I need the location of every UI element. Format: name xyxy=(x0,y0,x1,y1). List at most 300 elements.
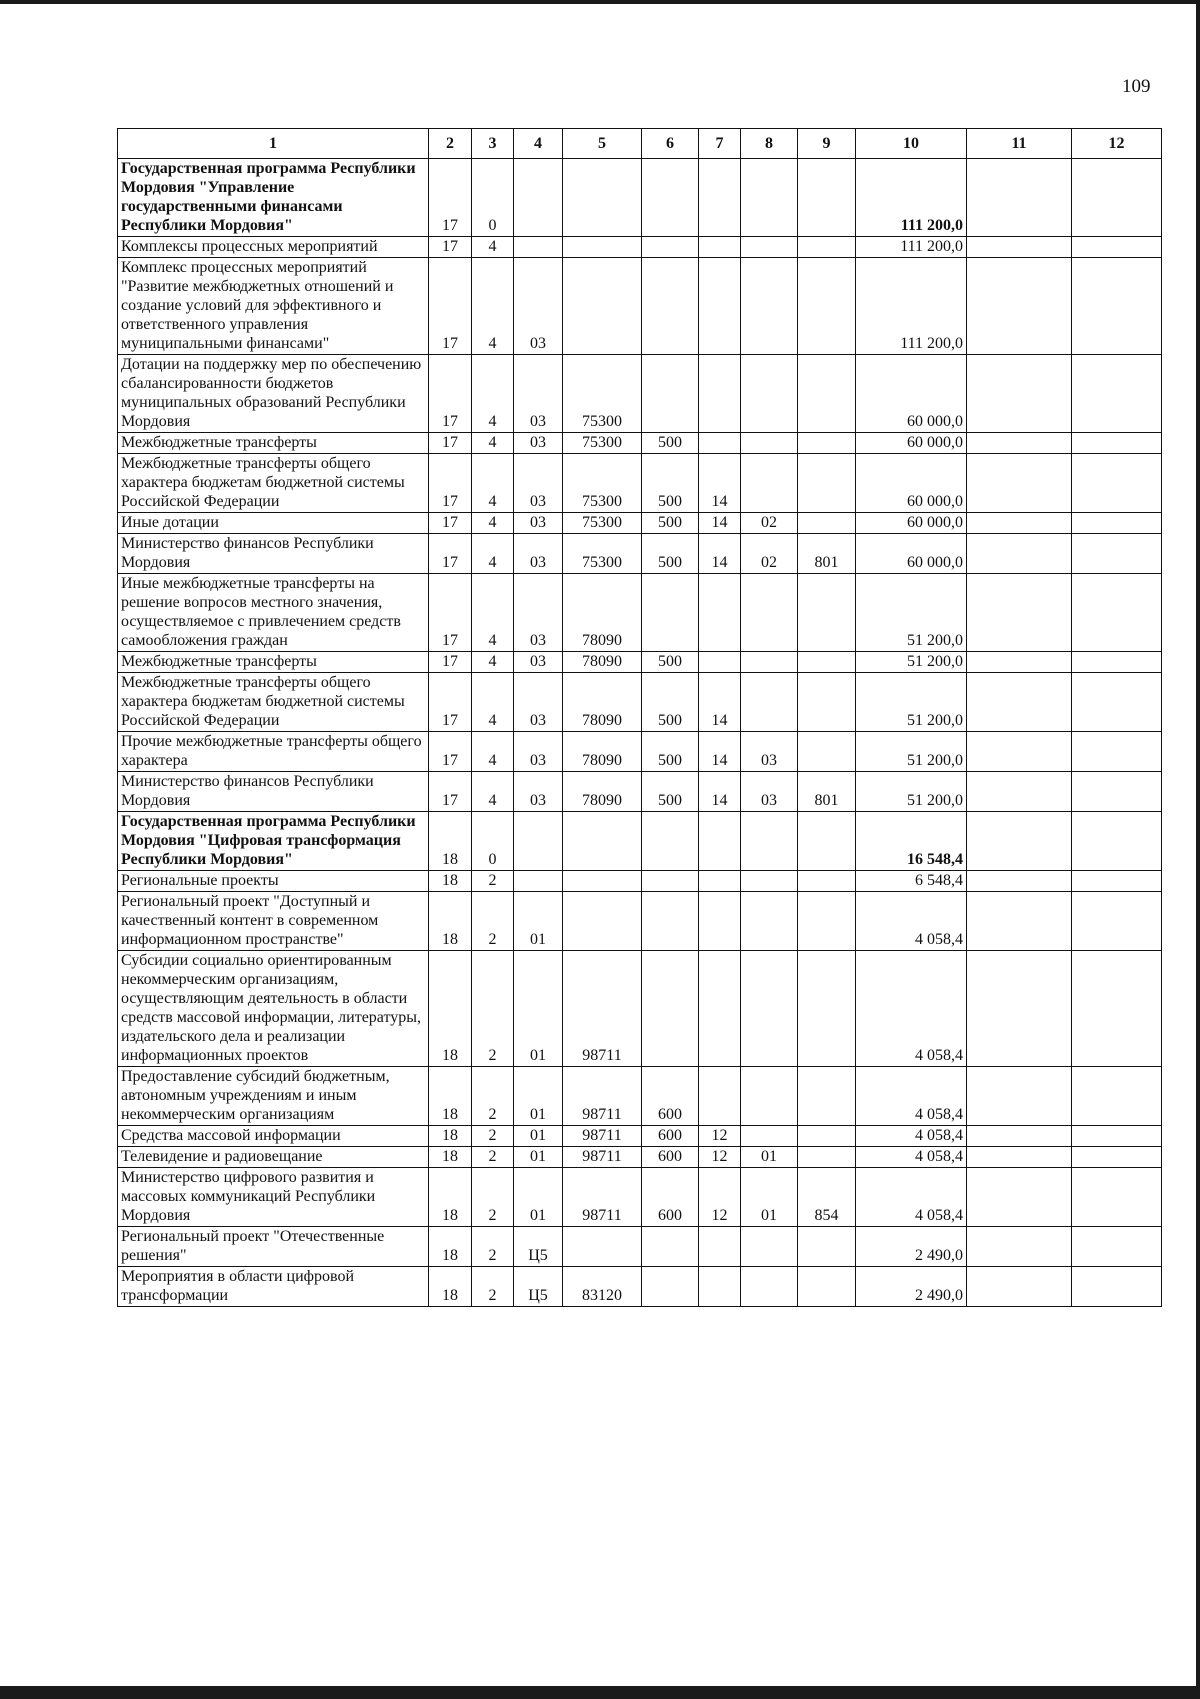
amount-cell: 51 200,0 xyxy=(856,772,967,812)
empty-cell-12 xyxy=(1072,951,1162,1067)
code-cell-c9 xyxy=(798,1067,856,1126)
code-cell-c4: 01 xyxy=(514,951,563,1067)
row-name-cell: Межбюджетные трансферты xyxy=(118,433,429,454)
code-cell-c5: 75300 xyxy=(563,355,642,433)
scan-border-top xyxy=(0,0,1200,4)
code-cell-c7: 14 xyxy=(699,513,741,534)
budget-table xyxy=(117,128,1162,1307)
code-cell-c4: 03 xyxy=(514,574,563,652)
row-name-cell: Государственная программа Республики Мордовия "Цифровая трансформация Республики Мордовия" xyxy=(118,812,429,871)
empty-cell-11 xyxy=(967,812,1072,871)
amount-cell: 111 200,0 xyxy=(856,258,967,355)
code-cell-c8: 03 xyxy=(741,772,798,812)
code-cell-c5 xyxy=(563,258,642,355)
table-row xyxy=(118,652,1162,673)
row-name-cell: Министерство финансов Республики Мордовия xyxy=(118,772,429,812)
code-cell-c7 xyxy=(699,574,741,652)
code-cell-c2: 17 xyxy=(429,534,472,574)
amount-cell: 111 200,0 xyxy=(856,159,967,237)
code-cell-c7 xyxy=(699,1067,741,1126)
code-cell-c8 xyxy=(741,433,798,454)
row-name-cell: Иные межбюджетные трансферты на решение вопросов местного значения, осуществляемое с привлечением средств самообложения граждан xyxy=(118,574,429,652)
code-cell-c2: 18 xyxy=(429,1126,472,1147)
code-cell-c6 xyxy=(642,1227,699,1267)
code-cell-c3: 4 xyxy=(472,574,514,652)
empty-cell-11 xyxy=(967,1267,1072,1307)
code-cell-c8 xyxy=(741,574,798,652)
code-cell-c9 xyxy=(798,812,856,871)
code-cell-c4: Ц5 xyxy=(514,1227,563,1267)
code-cell-c2: 18 xyxy=(429,1227,472,1267)
code-cell-c6: 500 xyxy=(642,732,699,772)
code-cell-c8 xyxy=(741,652,798,673)
row-name-cell: Комплекс процессных мероприятий "Развитие межбюджетных отношений и создание условий для эффективного и ответственного управления муниципальными финансами" xyxy=(118,258,429,355)
header-cell: 11 xyxy=(967,129,1072,159)
amount-cell: 60 000,0 xyxy=(856,534,967,574)
code-cell-c2: 18 xyxy=(429,871,472,892)
empty-cell-12 xyxy=(1072,871,1162,892)
code-cell-c5: 78090 xyxy=(563,652,642,673)
row-name-cell: Региональные проекты xyxy=(118,871,429,892)
empty-cell-11 xyxy=(967,1067,1072,1126)
code-cell-c7: 14 xyxy=(699,772,741,812)
code-cell-c4: 01 xyxy=(514,1067,563,1126)
code-cell-c4: 01 xyxy=(514,1126,563,1147)
table-row xyxy=(118,454,1162,513)
amount-cell: 60 000,0 xyxy=(856,433,967,454)
code-cell-c3: 2 xyxy=(472,1227,514,1267)
code-cell-c7 xyxy=(699,871,741,892)
table-row xyxy=(118,772,1162,812)
code-cell-c4: 03 xyxy=(514,652,563,673)
code-cell-c7 xyxy=(699,951,741,1067)
code-cell-c3: 2 xyxy=(472,951,514,1067)
code-cell-c6 xyxy=(642,951,699,1067)
code-cell-c6 xyxy=(642,574,699,652)
code-cell-c2: 18 xyxy=(429,1067,472,1126)
code-cell-c4 xyxy=(514,159,563,237)
row-name-cell: Региональный проект "Отечественные решения" xyxy=(118,1227,429,1267)
code-cell-c9: 801 xyxy=(798,772,856,812)
code-cell-c3: 2 xyxy=(472,1147,514,1168)
code-cell-c4: 03 xyxy=(514,454,563,513)
code-cell-c5: 75300 xyxy=(563,513,642,534)
code-cell-c7: 14 xyxy=(699,673,741,732)
code-cell-c8 xyxy=(741,673,798,732)
code-cell-c2: 17 xyxy=(429,652,472,673)
empty-cell-11 xyxy=(967,1126,1072,1147)
amount-cell: 51 200,0 xyxy=(856,732,967,772)
code-cell-c5: 75300 xyxy=(563,534,642,574)
code-cell-c8: 01 xyxy=(741,1147,798,1168)
code-cell-c7: 14 xyxy=(699,454,741,513)
code-cell-c4 xyxy=(514,871,563,892)
code-cell-c8 xyxy=(741,1067,798,1126)
row-name-cell: Министерство цифрового развития и массовых коммуникаций Республики Мордовия xyxy=(118,1168,429,1227)
code-cell-c4: 03 xyxy=(514,673,563,732)
code-cell-c4: 03 xyxy=(514,433,563,454)
row-name-cell: Межбюджетные трансферты общего характера бюджетам бюджетной системы Российской Федерации xyxy=(118,673,429,732)
table-row xyxy=(118,1126,1162,1147)
table-row xyxy=(118,1168,1162,1227)
code-cell-c9: 801 xyxy=(798,534,856,574)
code-cell-c5: 98711 xyxy=(563,1067,642,1126)
row-name-cell: Комплексы процессных мероприятий xyxy=(118,237,429,258)
empty-cell-11 xyxy=(967,871,1072,892)
code-cell-c2: 17 xyxy=(429,258,472,355)
header-row xyxy=(118,129,1162,159)
table-row xyxy=(118,871,1162,892)
page-number: 109 xyxy=(1122,76,1151,97)
row-name-cell: Субсидии социально ориентированным некоммерческим организациям, осуществляющим деятельность в области средств массовой информации, литературы, издательского дела и реализации информационных проектов xyxy=(118,951,429,1067)
code-cell-c3: 0 xyxy=(472,812,514,871)
code-cell-c3: 4 xyxy=(472,433,514,454)
code-cell-c2: 18 xyxy=(429,892,472,951)
code-cell-c3: 4 xyxy=(472,454,514,513)
code-cell-c7 xyxy=(699,237,741,258)
code-cell-c2: 17 xyxy=(429,574,472,652)
code-cell-c7 xyxy=(699,652,741,673)
code-cell-c6: 500 xyxy=(642,673,699,732)
code-cell-c6 xyxy=(642,159,699,237)
code-cell-c5 xyxy=(563,237,642,258)
amount-cell: 4 058,4 xyxy=(856,1126,967,1147)
header-cell: 9 xyxy=(798,129,856,159)
code-cell-c3: 4 xyxy=(472,673,514,732)
code-cell-c3: 4 xyxy=(472,355,514,433)
empty-cell-12 xyxy=(1072,1147,1162,1168)
empty-cell-11 xyxy=(967,355,1072,433)
code-cell-c8 xyxy=(741,951,798,1067)
code-cell-c6: 600 xyxy=(642,1147,699,1168)
table-row xyxy=(118,433,1162,454)
code-cell-c8: 02 xyxy=(741,534,798,574)
row-name-cell: Предоставление субсидий бюджетным, автономным учреждениям и иным некоммерческим организациям xyxy=(118,1067,429,1126)
code-cell-c3: 2 xyxy=(472,1168,514,1227)
code-cell-c5: 78090 xyxy=(563,673,642,732)
amount-cell: 6 548,4 xyxy=(856,871,967,892)
code-cell-c2: 17 xyxy=(429,732,472,772)
row-name-cell: Прочие межбюджетные трансферты общего характера xyxy=(118,732,429,772)
code-cell-c2: 18 xyxy=(429,1267,472,1307)
code-cell-c4: 03 xyxy=(514,732,563,772)
row-name-cell: Министерство финансов Республики Мордовия xyxy=(118,534,429,574)
code-cell-c8: 02 xyxy=(741,513,798,534)
header-cell: 10 xyxy=(856,129,967,159)
header-cell: 7 xyxy=(699,129,741,159)
code-cell-c2: 18 xyxy=(429,1147,472,1168)
table-row xyxy=(118,355,1162,433)
code-cell-c8 xyxy=(741,237,798,258)
table-row xyxy=(118,1067,1162,1126)
code-cell-c6: 500 xyxy=(642,772,699,812)
row-name-cell: Государственная программа Республики Мордовия "Управление государственными финансами Республики Мордовия" xyxy=(118,159,429,237)
code-cell-c6: 600 xyxy=(642,1168,699,1227)
amount-cell: 16 548,4 xyxy=(856,812,967,871)
code-cell-c5 xyxy=(563,892,642,951)
code-cell-c2: 17 xyxy=(429,237,472,258)
code-cell-c6 xyxy=(642,892,699,951)
code-cell-c4: 01 xyxy=(514,1168,563,1227)
empty-cell-12 xyxy=(1072,355,1162,433)
code-cell-c5: 98711 xyxy=(563,1147,642,1168)
code-cell-c9 xyxy=(798,892,856,951)
row-name-cell: Межбюджетные трансферты общего характера бюджетам бюджетной системы Российской Федерации xyxy=(118,454,429,513)
code-cell-c9 xyxy=(798,513,856,534)
code-cell-c5: 78090 xyxy=(563,772,642,812)
code-cell-c6: 600 xyxy=(642,1067,699,1126)
amount-cell: 2 490,0 xyxy=(856,1267,967,1307)
empty-cell-11 xyxy=(967,772,1072,812)
empty-cell-11 xyxy=(967,237,1072,258)
code-cell-c8 xyxy=(741,1227,798,1267)
table-row xyxy=(118,534,1162,574)
code-cell-c4 xyxy=(514,812,563,871)
empty-cell-12 xyxy=(1072,1267,1162,1307)
code-cell-c7: 12 xyxy=(699,1147,741,1168)
scan-border-bottom xyxy=(0,1686,1200,1699)
amount-cell: 111 200,0 xyxy=(856,237,967,258)
code-cell-c6 xyxy=(642,871,699,892)
code-cell-c7 xyxy=(699,892,741,951)
table-row xyxy=(118,159,1162,237)
code-cell-c2: 17 xyxy=(429,355,472,433)
code-cell-c8 xyxy=(741,871,798,892)
code-cell-c8 xyxy=(741,812,798,871)
code-cell-c7: 14 xyxy=(699,534,741,574)
code-cell-c3: 2 xyxy=(472,1267,514,1307)
row-name-cell: Телевидение и радиовещание xyxy=(118,1147,429,1168)
code-cell-c2: 17 xyxy=(429,673,472,732)
code-cell-c2: 18 xyxy=(429,1168,472,1227)
table-row xyxy=(118,732,1162,772)
empty-cell-12 xyxy=(1072,534,1162,574)
empty-cell-11 xyxy=(967,1168,1072,1227)
empty-cell-12 xyxy=(1072,1227,1162,1267)
scan-border-right xyxy=(1196,0,1200,1699)
code-cell-c4: 03 xyxy=(514,772,563,812)
empty-cell-12 xyxy=(1072,237,1162,258)
empty-cell-12 xyxy=(1072,574,1162,652)
empty-cell-12 xyxy=(1072,159,1162,237)
amount-cell: 51 200,0 xyxy=(856,673,967,732)
code-cell-c9 xyxy=(798,1147,856,1168)
header-cell: 12 xyxy=(1072,129,1162,159)
code-cell-c7: 12 xyxy=(699,1126,741,1147)
code-cell-c9 xyxy=(798,871,856,892)
table-row xyxy=(118,1227,1162,1267)
code-cell-c6: 500 xyxy=(642,534,699,574)
code-cell-c3: 0 xyxy=(472,159,514,237)
code-cell-c5: 98711 xyxy=(563,1168,642,1227)
empty-cell-11 xyxy=(967,574,1072,652)
amount-cell: 51 200,0 xyxy=(856,574,967,652)
code-cell-c8 xyxy=(741,454,798,513)
code-cell-c4 xyxy=(514,237,563,258)
code-cell-c5: 83120 xyxy=(563,1267,642,1307)
amount-cell: 4 058,4 xyxy=(856,951,967,1067)
code-cell-c4: Ц5 xyxy=(514,1267,563,1307)
header-cell: 5 xyxy=(563,129,642,159)
empty-cell-12 xyxy=(1072,433,1162,454)
empty-cell-11 xyxy=(967,732,1072,772)
code-cell-c9 xyxy=(798,1126,856,1147)
code-cell-c7 xyxy=(699,355,741,433)
table-row xyxy=(118,574,1162,652)
row-name-cell: Межбюджетные трансферты xyxy=(118,652,429,673)
amount-cell: 60 000,0 xyxy=(856,454,967,513)
code-cell-c7 xyxy=(699,1227,741,1267)
empty-cell-12 xyxy=(1072,454,1162,513)
code-cell-c7 xyxy=(699,1267,741,1307)
header-cell: 4 xyxy=(514,129,563,159)
code-cell-c4: 03 xyxy=(514,355,563,433)
code-cell-c9 xyxy=(798,951,856,1067)
amount-cell: 4 058,4 xyxy=(856,1147,967,1168)
code-cell-c5: 78090 xyxy=(563,732,642,772)
code-cell-c9 xyxy=(798,454,856,513)
row-name-cell: Региональный проект "Доступный и качественный контент в современном информационном пространстве" xyxy=(118,892,429,951)
code-cell-c3: 4 xyxy=(472,534,514,574)
code-cell-c3: 2 xyxy=(472,892,514,951)
empty-cell-11 xyxy=(967,159,1072,237)
code-cell-c2: 17 xyxy=(429,159,472,237)
code-cell-c4: 03 xyxy=(514,534,563,574)
amount-cell: 2 490,0 xyxy=(856,1227,967,1267)
table-row xyxy=(118,1267,1162,1307)
code-cell-c2: 17 xyxy=(429,772,472,812)
empty-cell-12 xyxy=(1072,812,1162,871)
code-cell-c9 xyxy=(798,258,856,355)
code-cell-c4: 03 xyxy=(514,513,563,534)
table-row xyxy=(118,673,1162,732)
code-cell-c8 xyxy=(741,159,798,237)
empty-cell-11 xyxy=(967,673,1072,732)
empty-cell-11 xyxy=(967,433,1072,454)
code-cell-c6 xyxy=(642,237,699,258)
empty-cell-12 xyxy=(1072,732,1162,772)
table-row xyxy=(118,951,1162,1067)
code-cell-c5 xyxy=(563,159,642,237)
code-cell-c5: 98711 xyxy=(563,951,642,1067)
amount-cell: 60 000,0 xyxy=(856,513,967,534)
table-row xyxy=(118,258,1162,355)
code-cell-c4: 01 xyxy=(514,892,563,951)
code-cell-c3: 4 xyxy=(472,732,514,772)
empty-cell-12 xyxy=(1072,1067,1162,1126)
code-cell-c3: 4 xyxy=(472,772,514,812)
code-cell-c9 xyxy=(798,355,856,433)
amount-cell: 4 058,4 xyxy=(856,892,967,951)
code-cell-c5: 75300 xyxy=(563,433,642,454)
table-row xyxy=(118,513,1162,534)
code-cell-c9: 854 xyxy=(798,1168,856,1227)
code-cell-c5: 98711 xyxy=(563,1126,642,1147)
empty-cell-12 xyxy=(1072,772,1162,812)
table-body xyxy=(118,159,1162,1307)
header-cell: 6 xyxy=(642,129,699,159)
code-cell-c9 xyxy=(798,673,856,732)
amount-cell: 51 200,0 xyxy=(856,652,967,673)
code-cell-c9 xyxy=(798,652,856,673)
code-cell-c2: 17 xyxy=(429,454,472,513)
code-cell-c6: 600 xyxy=(642,1126,699,1147)
header-cell: 2 xyxy=(429,129,472,159)
code-cell-c7 xyxy=(699,812,741,871)
empty-cell-12 xyxy=(1072,673,1162,732)
empty-cell-12 xyxy=(1072,513,1162,534)
code-cell-c6: 500 xyxy=(642,652,699,673)
code-cell-c6: 500 xyxy=(642,433,699,454)
code-cell-c9 xyxy=(798,159,856,237)
table-row xyxy=(118,812,1162,871)
code-cell-c7 xyxy=(699,258,741,355)
code-cell-c5 xyxy=(563,1227,642,1267)
code-cell-c3: 4 xyxy=(472,258,514,355)
row-name-cell: Иные дотации xyxy=(118,513,429,534)
code-cell-c3: 4 xyxy=(472,237,514,258)
code-cell-c7: 14 xyxy=(699,732,741,772)
amount-cell: 4 058,4 xyxy=(856,1067,967,1126)
empty-cell-12 xyxy=(1072,1126,1162,1147)
table-row xyxy=(118,892,1162,951)
code-cell-c8 xyxy=(741,1267,798,1307)
code-cell-c9 xyxy=(798,1267,856,1307)
code-cell-c8: 01 xyxy=(741,1168,798,1227)
code-cell-c5: 75300 xyxy=(563,454,642,513)
header-cell: 3 xyxy=(472,129,514,159)
code-cell-c9 xyxy=(798,237,856,258)
empty-cell-12 xyxy=(1072,1168,1162,1227)
code-cell-c6: 500 xyxy=(642,454,699,513)
code-cell-c7: 12 xyxy=(699,1168,741,1227)
code-cell-c4: 03 xyxy=(514,258,563,355)
code-cell-c9 xyxy=(798,732,856,772)
code-cell-c6 xyxy=(642,1267,699,1307)
code-cell-c7 xyxy=(699,433,741,454)
amount-cell: 4 058,4 xyxy=(856,1168,967,1227)
empty-cell-11 xyxy=(967,513,1072,534)
code-cell-c3: 4 xyxy=(472,652,514,673)
code-cell-c5 xyxy=(563,871,642,892)
amount-cell: 60 000,0 xyxy=(856,355,967,433)
empty-cell-12 xyxy=(1072,652,1162,673)
code-cell-c7 xyxy=(699,159,741,237)
code-cell-c3: 2 xyxy=(472,1126,514,1147)
code-cell-c4: 01 xyxy=(514,1147,563,1168)
code-cell-c5: 78090 xyxy=(563,574,642,652)
code-cell-c2: 18 xyxy=(429,951,472,1067)
table-row xyxy=(118,237,1162,258)
row-name-cell: Мероприятия в области цифровой трансформации xyxy=(118,1267,429,1307)
code-cell-c5 xyxy=(563,812,642,871)
code-cell-c2: 17 xyxy=(429,433,472,454)
code-cell-c8 xyxy=(741,258,798,355)
header-cell: 8 xyxy=(741,129,798,159)
empty-cell-11 xyxy=(967,652,1072,673)
code-cell-c3: 2 xyxy=(472,871,514,892)
code-cell-c8 xyxy=(741,892,798,951)
code-cell-c8: 03 xyxy=(741,732,798,772)
empty-cell-11 xyxy=(967,258,1072,355)
code-cell-c2: 18 xyxy=(429,812,472,871)
empty-cell-11 xyxy=(967,1147,1072,1168)
code-cell-c3: 4 xyxy=(472,513,514,534)
header-cell: 1 xyxy=(118,129,429,159)
empty-cell-11 xyxy=(967,534,1072,574)
code-cell-c6 xyxy=(642,258,699,355)
empty-cell-11 xyxy=(967,1227,1072,1267)
